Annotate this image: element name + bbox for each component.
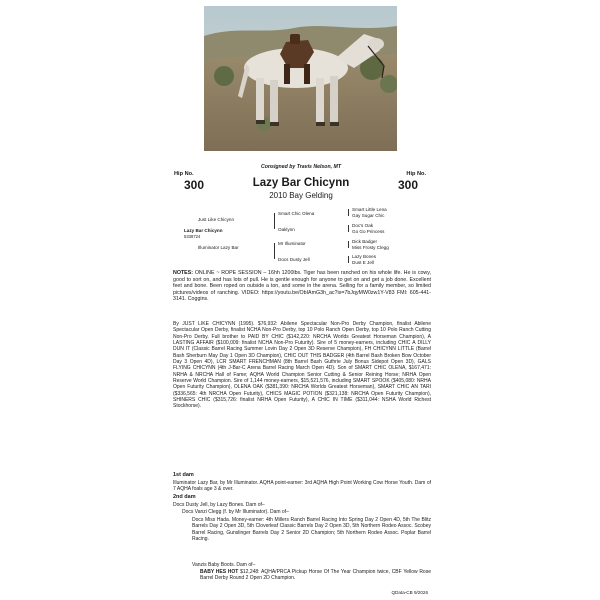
pedigree-bracket — [348, 256, 349, 263]
docs-miss-hada-text: Docs Miss Hada. Money-earner: 4th Millers Ranch Barrel Racing Into Spring Day 2 Open 4D, 5th The Blitz Barrels Day 2 Open 3D, 5th Cloverleaf Classic Barrels Day 2 Open 3D, 5th Northern Rodeo Assoc. Scobey Barrel Racing, Gunslinger Barrels Day 2 Senior 2D Champion; 5th Northern Rodeo Assoc. Poplar Barrel Racing. — [192, 517, 431, 543]
hip-label-right: Hip No. — [406, 171, 426, 177]
pedigree-dss: Dick Badger — [352, 239, 378, 244]
pedigree-sdd: Go Go Princess — [352, 229, 385, 234]
pedigree-bracket — [348, 225, 349, 232]
hip-label-left: Hip No. — [174, 171, 194, 177]
pedigree-dam: Illuminator Lazy Bar — [198, 245, 239, 250]
pedigree-bracket — [348, 241, 349, 248]
notes-section — [173, 270, 431, 303]
pedigree-ss: Smart Chic Olena — [278, 211, 315, 216]
sire-paragraph: By JUST LIKE CHICYNN (1995). $76,932: Abilene Spectacular Non-Pro Derby Champion, finalist Abilene Spectacular Open Derby, finalist NCHA Non-Pro Derby, top 10 Polo Ranch Open Derby, top 10 Polo Ranch Cutting Non-Pro Derby. Full brother to PAID BY CHIC ($142,220: NRCHA Worlds Greatest Horseman Champion), A LASTING AFFAIR ($100,009: finalist NCHA Non-Pro Futurity). Sire of 5 money-earners, including CHIC A DILLY DUN IT (Classic Barrel Racing Summer Lovin Day 2 Open 3D Reserve Champion), FH CHICYNN LITTLE (Barrel Bash Sherburn May Day 1 Open 3D Champion), CHIC OUT THIS BADGER (4th Barrel Bash Broken Bow October Day 3 Open 4D), LCR SMART FRENCHMAN (8th Barrel Bash Guthrie July Bonus Sidepot Open 3D), GALS FLYING CHICYNN (4th J-Bar-C Arena Barrel Racing March Open 4D). Son of SMART CHIC OLENA, $167,471: NRHA & NRCHA Hall of Fame; AQHA World Champion Senior Cutting & Senior Reining Horse; NRHA Open Reserve World Champion. Sire of 1,144 money-earners, $15,521,576, including SMART SPOOK ($405,080: NRHA Open Futurity Champion), OLENA OAK ($381,390: NRCHA Worlds Greatest Horseman), SMART CHIC AN TARI ($336,565: 4th NRCHA Open Futurity), CHICS MAGIC POTION ($321,138: NRCHA Open Futurity Champion), SHINERS CHIC ($315,726: finalist NRHA Open Futurity), A CHIC IN TIME ($311,044: NSHA World Richest Stockhorse). — [173, 321, 431, 410]
pedigree-bracket — [274, 213, 275, 229]
first-dam-heading: 1st dam — [173, 472, 194, 478]
pedigree-bracket — [274, 243, 275, 259]
second-dam-heading: 2nd dam — [173, 494, 196, 500]
pedigree-sd: Oaklynn — [278, 227, 295, 232]
baby-hes-hot-name: BABY HES HOT — [200, 569, 239, 575]
notes-label: NOTES: — [173, 270, 194, 276]
horse-name: Lazy Bar Chicynn — [252, 177, 350, 189]
pedigree-ssd: Gay Sugar Chic — [352, 213, 385, 218]
first-dam-text: Illuminator Lazy Bar, by Mr Illuminator. AQHA point-earner: 3rd AQHA High Point Working Cow Horse Youth. Dam of 7 AQHA foals age 3 & over. — [173, 480, 431, 493]
notes-text: ONLINE ~ ROPE SESSION – 16hh 1200lbs. Tiger has been ranched on his whole life. He is cowy, good to sort on, and has lots of pull. He is gentle enough for anyone to get on and get a job done. Excellent feet and bone. Been roped on outside a ton, and some in the arena. Selling for a family member, so limited pictures/videos of ranching. VIDEO: https://youtu.be/ObIAmG3h_ac?is=7bJqyMW0zw1Y-V83 FMI: 605-441-3141. Coggins. — [173, 270, 431, 303]
pedigree-dsd: Miss Frosty Clegg — [352, 245, 389, 250]
horse-photo-image — [204, 6, 397, 151]
second-dam-text: Docs Dusty Jell, by Lazy Bones. Dam of– — [173, 502, 265, 508]
pedigree-sss: Smart Little Lena — [352, 207, 387, 212]
horse-photo — [204, 6, 397, 151]
pedigree-sds: Doc's Oak — [352, 223, 374, 228]
horse-description: 2010 Bay Gelding — [269, 191, 333, 200]
pedigree-reg-no: 5338724 — [184, 234, 201, 239]
hip-number-right: 300 — [397, 178, 418, 192]
catalog-page — [170, 0, 432, 600]
vanzis-baby-boots-text: Vanzis Baby Boots. Dam of– — [192, 562, 256, 568]
baby-hes-hot-text — [200, 569, 431, 582]
pedigree-dds: Lazy Bones — [352, 254, 377, 259]
pedigree-bracket — [348, 209, 349, 216]
pedigree-ddd: Dust E Jell — [352, 260, 374, 265]
pedigree-ds: Mr Illuminator — [278, 241, 306, 246]
baby-hes-hot-record: $12,248: AQHA/PRCA Pickup Horse Of The Year Champion twice, CBF Yellow Rose Barrel Derby Round 2 Open 2D Champion. — [200, 569, 431, 582]
third-dam-text: Docs Vanzi Clegg (f. by Mr Illuminator). Dam of– — [182, 509, 289, 515]
consignor-line: Consigned by Travis Nelson, MT — [260, 164, 342, 170]
footer-data-credit: QData-CB 9/2026 — [391, 590, 428, 595]
hip-number-left: 300 — [184, 178, 205, 192]
pedigree-subject: Lazy Bar Chicynn — [184, 228, 223, 233]
pedigree-sire: Just Like Chicynn — [198, 217, 235, 222]
pedigree-dd: Docs Dusty Jell — [278, 257, 310, 262]
